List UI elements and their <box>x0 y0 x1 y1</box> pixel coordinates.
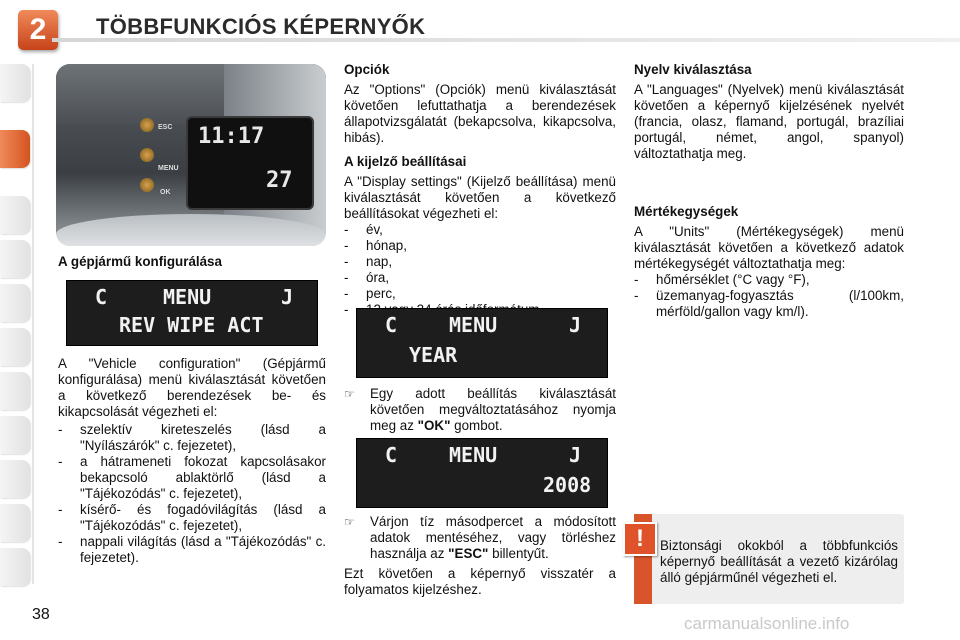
list-item-text: nappali világítás (lásd a "Tájékozódás" c. fejezetet). <box>80 534 326 565</box>
list-item: - év, <box>344 222 383 237</box>
step-ok <box>344 386 616 434</box>
list-item-text: szelektív kireteszelés (lásd a "Nyílászárók" c. fejezetet), <box>80 422 326 453</box>
list-item: - kísérő- és fogadóvilágítás (lásd a "Tájékozódás" c. fejezetet), <box>58 502 326 533</box>
chapter-tab[interactable] <box>0 64 30 102</box>
menu-button[interactable] <box>140 148 154 162</box>
lcd-year <box>356 308 608 378</box>
menu-label: MENU <box>158 165 179 172</box>
chapter-tab-active[interactable] <box>0 130 30 168</box>
list-item-text: kísérő- és fogadóvilágítás (lásd a "Tájékozódás" c. fejezetet), <box>80 502 326 533</box>
ok-key-label: "OK" <box>417 418 451 433</box>
list-item: - hónap, <box>344 238 407 253</box>
lcd-year-text: YEAR <box>409 343 458 367</box>
options-heading: Opciók <box>344 62 390 77</box>
list-item: - nap, <box>344 254 393 269</box>
esc-button[interactable] <box>140 118 154 132</box>
safety-note-text: Biztonsági okokból a többfunkciós képernyő beállítását a vezető kizárólag álló gépjárműnél végezheti el. <box>660 538 898 585</box>
lcd-2008 <box>356 438 608 508</box>
page-header <box>0 0 960 46</box>
pointing-hand-icon: ☞ <box>344 515 355 529</box>
screen-temp: 27 <box>266 168 293 193</box>
ok-button[interactable] <box>140 178 154 192</box>
esc-key-label: "ESC" <box>448 546 489 561</box>
lcd-bracket-right: J <box>281 285 294 309</box>
vehicle-config-text <box>58 356 326 566</box>
step-esc <box>344 514 616 598</box>
chapter-tab[interactable] <box>0 548 30 586</box>
step-esc-text: Várjon tíz másodpercet a módosított adatok mentéséhez, vagy törléshez használja az <box>370 514 616 561</box>
lcd-bracket-right: J <box>569 443 582 467</box>
language-heading: Nyelv kiválasztása <box>634 62 752 77</box>
list-item: - <box>344 302 616 318</box>
list-item: - üzemanyag-fogyasztás (l/100km, mérföld/gallon vagy km/l). <box>634 288 904 319</box>
warning-icon: ! <box>623 522 657 556</box>
list-item-text: év, <box>366 222 383 237</box>
screen-time: 11:17 <box>198 124 265 149</box>
dashboard-photo <box>56 64 326 246</box>
units-text: A "Units" (Mértékegységek) menü kiválasztását követően a következő adatok mértékegységét változtathatja meg: <box>634 224 904 271</box>
lcd-bracket-left: C <box>385 443 398 467</box>
vehicle-config-intro: A "Vehicle configuration" (Gépjármű konfigurálása) menü kiválasztását követően a következő berendezések be- és kikapcsolását végezheti el: <box>58 356 326 419</box>
lcd-bracket-left: C <box>95 285 108 309</box>
chapter-tabs <box>0 64 34 584</box>
page-title: TÖBBFUNKCIÓS KÉPERNYŐK <box>96 14 426 39</box>
units-heading: Mértékegységek <box>634 204 739 219</box>
list-item: - óra, <box>344 270 390 285</box>
list-item-text: a hátrameneti fokozat kapcsolásakor bekapcsoló ablaktörlő (lásd a "Tájékozódás" c. fejezetet), <box>80 454 326 501</box>
display-settings-list <box>344 222 616 318</box>
display-text: A "Display settings" (Kijelző beállítása) menü kiválasztását követően a következő beállításokat végezheti el: <box>344 174 616 221</box>
middle-column <box>344 62 616 318</box>
chapter-tab[interactable] <box>0 240 30 278</box>
list-item-text: hőmérséklet (°C vagy °F), <box>656 272 810 287</box>
dash-screen <box>186 116 314 210</box>
dash-vent <box>56 214 326 246</box>
chapter-tab[interactable] <box>0 460 30 498</box>
step-ok-text-end: gombot. <box>450 418 503 433</box>
lcd-menu-text: MENU <box>163 285 212 309</box>
list-item: - hőmérséklet (°C vagy °F), <box>634 272 810 287</box>
step-ok-text: Egy adott beállítás kiválasztását követően megváltoztatásához nyomja meg az <box>370 386 616 433</box>
chapter-tab[interactable] <box>0 416 30 454</box>
pointing-hand-icon: ☞ <box>344 387 355 401</box>
list-item: - szelektív kireteszelés (lásd a "Nyílászárók" c. fejezetet), <box>58 422 326 453</box>
list-item: - perc, <box>344 286 396 301</box>
closing-text: Ezt követően a képernyő visszatér a folyamatos kijelzéshez. <box>344 566 616 597</box>
list-item-text: nap, <box>366 254 393 269</box>
vehicle-config-list <box>58 422 326 566</box>
lcd-rev-wipe-act: REV WIPE ACT <box>119 313 264 337</box>
list-item: - a hátrameneti fokozat kapcsolásakor bekapcsoló ablaktörlő (lásd a "Tájékozódás" c. fejezetet), <box>58 454 326 501</box>
list-item-text: hónap, <box>366 238 407 253</box>
chapter-tab[interactable] <box>0 504 30 542</box>
chapter-tab[interactable] <box>0 196 30 234</box>
display-heading: A kijelző beállításai <box>344 154 467 169</box>
units-list <box>634 272 904 320</box>
chapter-badge: 2 <box>18 10 58 50</box>
chapter-tab[interactable] <box>0 284 30 322</box>
vehicle-config-heading: A gépjármű konfigurálása <box>58 254 222 269</box>
list-item: - nappali világítás (lásd a "Tájékozódás" c. fejezetet). <box>58 534 326 565</box>
chapter-tab[interactable] <box>0 372 30 410</box>
chapter-tab[interactable] <box>0 328 30 366</box>
options-text: Az "Options" (Opciók) menü kiválasztását követően lefuttathatja a berendezések állapotvizsgálatát (bekapcsolva, kikapcsolva, hibás). <box>344 82 616 145</box>
left-column <box>58 254 326 274</box>
watermark: carmanualsonline.info <box>684 614 850 633</box>
list-item-text: óra, <box>366 270 390 285</box>
list-item-text: üzemanyag-fogyasztás (l/100km, mérföld/gallon vagy km/l). <box>656 288 904 319</box>
esc-label: ESC <box>158 124 173 131</box>
lcd-bracket-left: C <box>385 313 398 337</box>
lcd-vehicle-config <box>66 280 318 346</box>
lcd-year-value: 2008 <box>543 473 592 497</box>
step-esc-text-end: billentyűt. <box>488 546 549 561</box>
lcd-bracket-right: J <box>569 313 582 337</box>
lcd-menu-text: MENU <box>449 313 498 337</box>
page-number: 38 <box>32 606 50 623</box>
right-column <box>634 62 904 320</box>
language-text: A "Languages" (Nyelvek) menü kiválasztását követően a képernyő kijelzésének nyelvét (francia, olasz, flamand, portugál, brazíliai portugál, német, angol, spanyol) változtathatja meg. <box>634 82 904 161</box>
lcd-menu-text: MENU <box>449 443 498 467</box>
ok-label: OK <box>160 189 171 196</box>
list-item-text: perc, <box>366 286 396 301</box>
